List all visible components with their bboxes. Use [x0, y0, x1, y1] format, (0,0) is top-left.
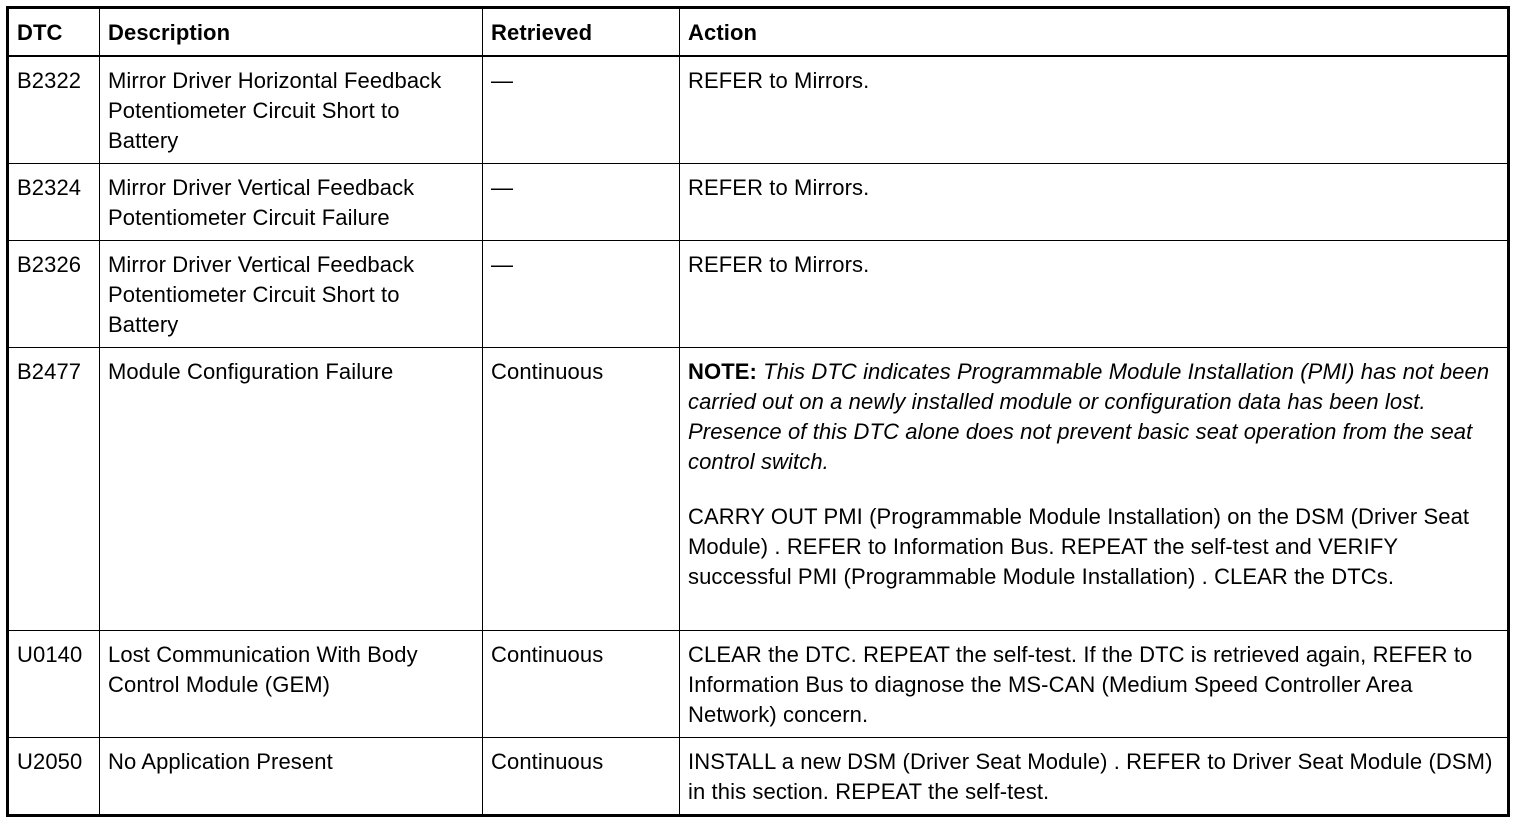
dtc-table: [6, 6, 1510, 817]
cell-description: Lost Communication With Body Control Module (GEM): [100, 631, 483, 738]
cell-retrieved: —: [483, 241, 680, 348]
cell-description: Mirror Driver Vertical Feedback Potentiometer Circuit Short to Battery: [100, 241, 483, 348]
header-description: Description: [100, 8, 483, 57]
cell-retrieved: Continuous: [483, 738, 680, 816]
table-row: [8, 738, 1509, 816]
cell-dtc: B2324: [8, 164, 100, 241]
cell-action: REFER to Mirrors.: [680, 164, 1509, 241]
cell-description: Module Configuration Failure: [100, 348, 483, 631]
table-row: [8, 56, 1509, 164]
cell-retrieved: —: [483, 164, 680, 241]
cell-retrieved: —: [483, 56, 680, 164]
note-text: This DTC indicates Programmable Module Installation (PMI) has not been carried out on a newly installed module or configuration data has been lost. Presence of this DTC alone does not prevent basic seat operation from the seat control switch.: [688, 359, 1490, 474]
table-row: [8, 241, 1509, 348]
cell-action: INSTALL a new DSM (Driver Seat Module) . REFER to Driver Seat Module (DSM) in this section. REPEAT the self-test.: [680, 738, 1509, 816]
table-row: [8, 631, 1509, 738]
header-retrieved: Retrieved: [483, 8, 680, 57]
note-label: NOTE:: [688, 359, 757, 384]
action-paragraph: CARRY OUT PMI (Programmable Module Installation) on the DSM (Driver Seat Module) . REFER to Information Bus. REPEAT the self-test and VERIFY successful PMI (Programmable Module Installation) . CLEAR the DTCs.: [688, 504, 1470, 589]
cell-description: No Application Present: [100, 738, 483, 816]
header-dtc: DTC: [8, 8, 100, 57]
note-paragraph: [688, 357, 1499, 477]
table-row: [8, 348, 1509, 631]
table-header-row: [8, 8, 1509, 57]
header-action: Action: [680, 8, 1509, 57]
cell-description: Mirror Driver Horizontal Feedback Potentiometer Circuit Short to Battery: [100, 56, 483, 164]
cell-action: REFER to Mirrors.: [680, 56, 1509, 164]
cell-description: Mirror Driver Vertical Feedback Potentiometer Circuit Failure: [100, 164, 483, 241]
table-row: [8, 164, 1509, 241]
cell-dtc: B2477: [8, 348, 100, 631]
cell-dtc: U2050: [8, 738, 100, 816]
cell-dtc: B2322: [8, 56, 100, 164]
cell-dtc: U0140: [8, 631, 100, 738]
cell-dtc: B2326: [8, 241, 100, 348]
cell-action: REFER to Mirrors.: [680, 241, 1509, 348]
cell-retrieved: Continuous: [483, 631, 680, 738]
cell-action: CLEAR the DTC. REPEAT the self-test. If the DTC is retrieved again, REFER to Information Bus to diagnose the MS-CAN (Medium Speed Controller Area Network) concern.: [680, 631, 1509, 738]
cell-action: [680, 348, 1509, 631]
cell-retrieved: Continuous: [483, 348, 680, 631]
